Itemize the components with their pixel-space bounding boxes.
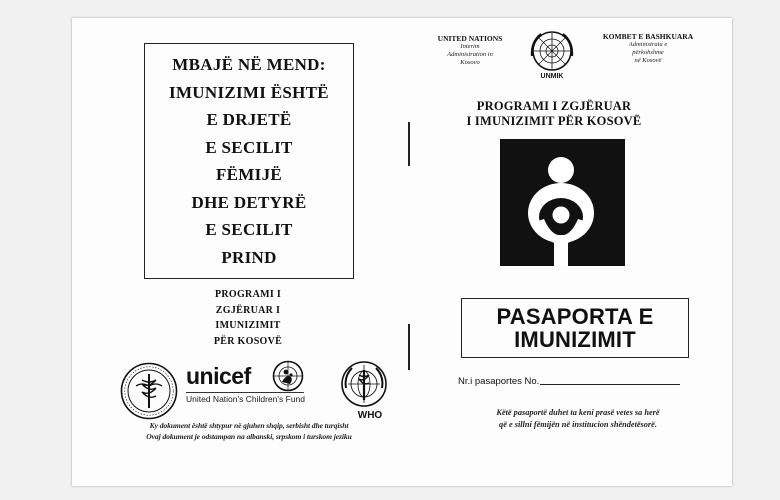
remember-line: MBAJË NË MEND: <box>172 55 326 74</box>
passport-number-line[interactable] <box>540 375 680 385</box>
program-line: ZGJËRUAR I <box>215 304 281 316</box>
brochure-sheet <box>72 18 732 486</box>
keep-note-line: Këtë pasaportë duhet ta keni prasë vetes sa herë <box>496 408 660 417</box>
remember-line: IMUNIZIMI ËSHTË <box>169 82 329 102</box>
unicef-wordmark: unicef <box>186 363 251 389</box>
passport-number-label: Nr.i pasaportes No. <box>458 376 540 387</box>
unicef-tagline: United Nation's Children's Fund <box>186 394 305 404</box>
un-subtitle-line: Administrata e <box>628 41 668 48</box>
program-title-left <box>178 287 318 349</box>
remember-line: E DRJETË <box>206 110 292 129</box>
health-ministry-seal-icon <box>120 362 178 420</box>
passport-title-line: IMUNIZIMIT <box>514 327 636 352</box>
unicef-logo <box>186 362 324 405</box>
remember-line: E SECILIT <box>205 137 293 157</box>
un-subtitle-line: Interim <box>460 43 480 50</box>
program-title-right <box>444 99 664 129</box>
program-line: I IMUNIZIMIT PËR KOSOVË <box>466 114 642 128</box>
un-header-english <box>430 34 510 67</box>
un-title: UNITED NATIONS <box>437 34 503 43</box>
program-line: PROGRAMI I <box>214 289 282 300</box>
fold-mark <box>408 122 410 166</box>
un-emblem-icon <box>528 30 576 74</box>
passport-number-field[interactable] <box>458 375 680 387</box>
remember-line: E SECILIT <box>205 220 293 239</box>
who-emblem-icon <box>340 360 388 408</box>
remember-box <box>144 43 354 279</box>
remember-line: DHE DETYRË <box>191 192 307 212</box>
remember-line: PRIND <box>221 247 277 267</box>
disclaimer-line: Ovaj dokument je odstampan na albanski, srpskom i turskom jeziku <box>146 431 352 441</box>
passport-title-box <box>461 298 689 358</box>
program-line: PROGRAMI I ZGJËRUAR <box>476 99 632 113</box>
who-label: WHO <box>357 410 383 421</box>
unmik-label: UNMIK <box>540 73 564 80</box>
un-subtitle-line: Administration in <box>447 51 493 58</box>
language-disclaimer <box>114 421 384 442</box>
remember-line: FËMIJË <box>215 165 283 184</box>
unicef-emblem-icon <box>272 360 304 392</box>
program-line: IMUNIZIMIT <box>215 320 281 331</box>
program-line: PËR KOSOVË <box>213 335 283 347</box>
immunization-emblem <box>500 139 625 266</box>
keep-passport-note <box>458 407 698 431</box>
un-header-albanian <box>590 32 706 65</box>
disclaimer-line: Ky dokument është shtypur në gjuhen shqip, serbisht dhe turqisht <box>149 421 349 430</box>
un-title: KOMBET E BASHKUARA <box>602 32 694 41</box>
un-subtitle-line: në Kosovë <box>634 57 662 64</box>
un-subtitle-line: Kosovo <box>460 59 480 66</box>
keep-note-line: që e sillni fëmijën në institucion shëndetësorë. <box>499 420 657 429</box>
passport-title-line: PASAPORTA E <box>496 304 654 329</box>
mother-child-icon <box>500 139 625 266</box>
fold-mark <box>408 324 410 370</box>
un-subtitle-line: përkohshme <box>632 49 664 56</box>
